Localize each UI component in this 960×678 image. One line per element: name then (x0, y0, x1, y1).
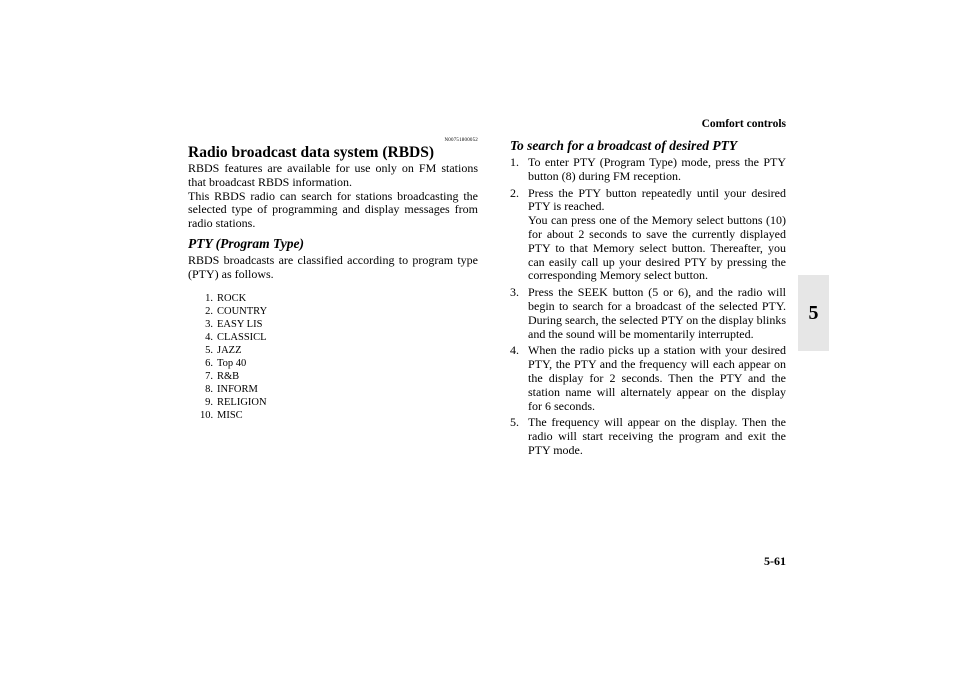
list-item: 9. RELIGION (205, 397, 267, 409)
list-item: 1. To enter PTY (Program Type) mode, press the PTY button (8) during FM reception. (510, 155, 786, 183)
list-item: 5. The frequency will appear on the display. Then the radio will start receiving the program and exit the PTY mode. (510, 415, 786, 457)
page-number: 5-61 (764, 554, 786, 568)
list-item: 10. MISC (200, 410, 243, 422)
list-item: 4. CLASSICL (205, 331, 267, 343)
list-item: 8. INFORM (205, 384, 258, 396)
intro-paragraph-2: This RBDS radio can search for stations broadcasting the selected type of programming and display messages from radio stations. (188, 188, 478, 231)
list-item: 2. Press the PTY button repeatedly until your desired PTY is reached. You can press one of the Memory select buttons (10) for about 2 seconds to save the currently displayed PTY to that Memory select button. Thereafter, you can easily call up your desired PTY by pressing the corresponding Memory select button. (510, 185, 786, 283)
search-heading: To search for a broadcast of desired PTY (510, 138, 738, 153)
search-steps (510, 156, 786, 458)
list-item: 3. Press the SEEK button (5 or 6), and the radio will begin to search for a broadcast of the selected PTY. During search, the selected PTY on the display blinks and the sound will be momentarily interrupted. (510, 285, 786, 341)
list-item: 4. When the radio picks up a station with your desired PTY, the PTY and the frequency will each appear on the display for 2 seconds. Then the PTY and the station name will alternately appear on the display for 6 seconds. (510, 343, 786, 413)
section-title-row (188, 138, 478, 162)
list-item: 6. Top 40 (205, 358, 247, 370)
intro-paragraph-1: RBDS features are available for use only on FM stations that broadcast RBDS information. (188, 161, 478, 189)
list-item: 2. COUNTRY (205, 305, 268, 317)
list-item: 5. JAZZ (205, 344, 242, 356)
list-item: 7. R&B (205, 371, 240, 383)
running-header: Comfort controls (701, 118, 786, 130)
pty-intro: RBDS broadcasts are classified according to program type (PTY) as follows. (188, 252, 478, 281)
chapter-tab-label: 5 (808, 301, 819, 324)
list-item: 1. ROCK (205, 292, 247, 304)
left-column (188, 138, 478, 423)
pty-heading: PTY (Program Type) (188, 235, 304, 251)
section-title: Radio broadcast data system (RBDS) (188, 144, 435, 161)
pty-list (188, 292, 478, 423)
chapter-tab (798, 275, 829, 351)
list-item: 3. EASY LIS (205, 318, 263, 330)
reference-code: N00751800052 (444, 138, 478, 143)
right-column (510, 138, 786, 461)
